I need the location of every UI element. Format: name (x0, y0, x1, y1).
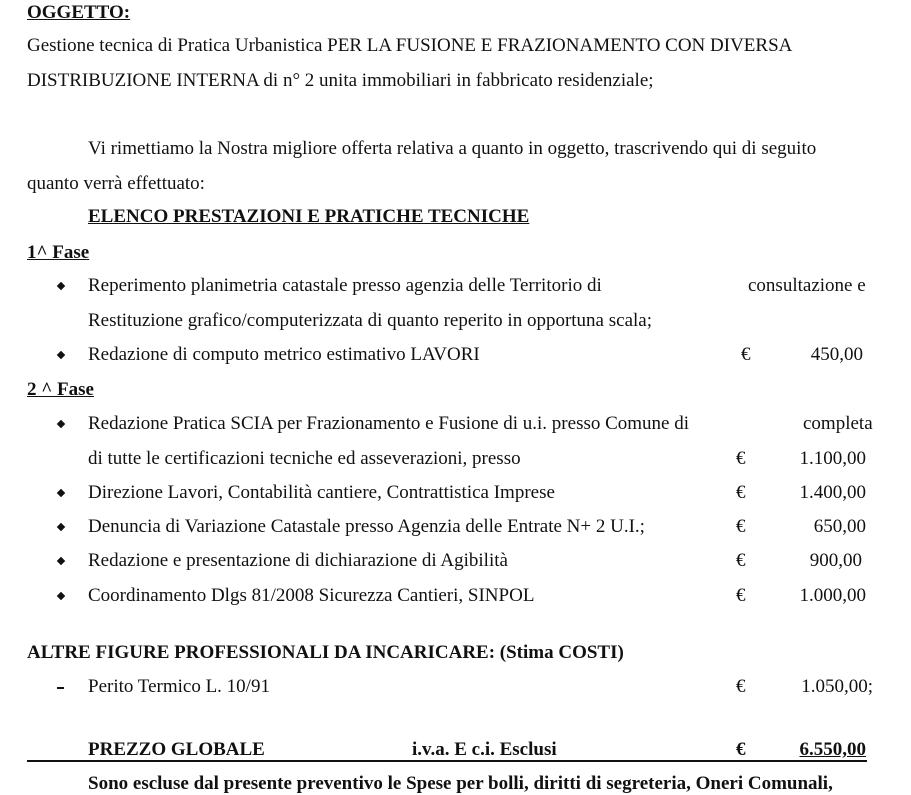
bullet-icon (57, 523, 65, 531)
dash-bullet-icon (57, 687, 64, 689)
oggetto-line-2: DISTRIBUZIONE INTERNA di n° 2 unita immobiliari in fabbricato residenziale; (27, 70, 654, 91)
fase-1-title: 1^ Fase (27, 242, 90, 263)
currency-symbol: € (736, 676, 746, 697)
intro-line-1: Vi rimettiamo la Nostra migliore offerta relativa a quanto in oggetto, trascrivendo qui di seguito (88, 138, 817, 159)
bullet-icon (57, 592, 65, 600)
fase-1-item-1-text-2: Restituzione grafico/computerizzata di quanto reperito in opportuna scala; (88, 310, 652, 331)
currency-symbol: € (736, 448, 746, 469)
altre-item-1-amount: 1.050,00; (801, 676, 873, 697)
prezzo-globale-amount: 6.550,00 (799, 739, 866, 760)
fase-2-item-3-amount: 650,00 (813, 516, 866, 537)
currency-symbol: € (741, 344, 751, 365)
currency-symbol: € (736, 550, 746, 571)
oggetto-line-1: Gestione tecnica di Pratica Urbanistica PER LA FUSIONE E FRAZIONAMENTO CON DIVERSA (27, 35, 793, 56)
currency-symbol: € (736, 482, 746, 503)
fase-2-title: 2 ^ Fase (27, 379, 94, 400)
altre-item-1-text: Perito Termico L. 10/91 (88, 676, 270, 697)
fase-2-item-3-text: Denuncia di Variazione Catastale presso Agenzia delle Entrate N+ 2 U.I.; (88, 516, 645, 537)
iva-note: i.v.a. E c.i. Esclusi (412, 739, 557, 760)
fase-1-item-2-text: Redazione di computo metrico estimativo LAVORI (88, 344, 480, 365)
fase-1-item-2-amount: 450,00 (810, 344, 863, 365)
fase-2-item-5-text: Coordinamento Dlgs 81/2008 Sicurezza Cantieri, SINPOL (88, 585, 535, 606)
total-underline (27, 760, 867, 762)
bullet-icon (57, 557, 65, 565)
fase-2-item-2-text: Direzione Lavori, Contabilità cantiere, Contrattistica Imprese (88, 482, 555, 503)
altre-figure-title: ALTRE FIGURE PROFESSIONALI DA INCARICARE: (Stima COSTI) (27, 642, 624, 663)
currency-symbol: € (736, 739, 746, 760)
fase-2-item-5-amount: 1.000,00 (799, 585, 866, 606)
elenco-title: ELENCO PRESTAZIONI E PRATICHE TECNICHE (88, 206, 530, 227)
bullet-icon (57, 420, 65, 428)
fase-2-item-1-tail: completa (803, 413, 873, 434)
fase-2-item-1-amount: 1.100,00 (799, 448, 866, 469)
currency-symbol: € (736, 585, 746, 606)
bullet-icon (57, 351, 65, 359)
fase-2-item-1-text: Redazione Pratica SCIA per Frazionamento e Fusione di u.i. presso Comune di (88, 413, 690, 434)
prezzo-globale-label: PREZZO GLOBALE (88, 739, 265, 760)
oggetto-heading: OGGETTO: (27, 2, 131, 23)
intro-line-2: quanto verrà effettuato: (27, 173, 205, 194)
fase-2-item-1-text-2: di tutte le certificazioni tecniche ed asseverazioni, presso (88, 448, 521, 469)
fase-1-item-1-tail: consultazione e (748, 275, 866, 296)
currency-symbol: € (736, 516, 746, 537)
bullet-icon (57, 282, 65, 290)
fase-2-item-4-text: Redazione e presentazione di dichiarazione di Agibilità (88, 550, 508, 571)
bullet-icon (57, 489, 65, 497)
fase-2-item-4-amount: 900,00 (809, 550, 862, 571)
fase-2-item-2-amount: 1.400,00 (799, 482, 866, 503)
fase-1-item-1-text: Reperimento planimetria catastale presso agenzia delle Territorio di (88, 275, 602, 296)
esclusioni-note: Sono escluse dal presente preventivo le Spese per bolli, diritti di segreteria, Oneri Comunali, (88, 773, 833, 794)
